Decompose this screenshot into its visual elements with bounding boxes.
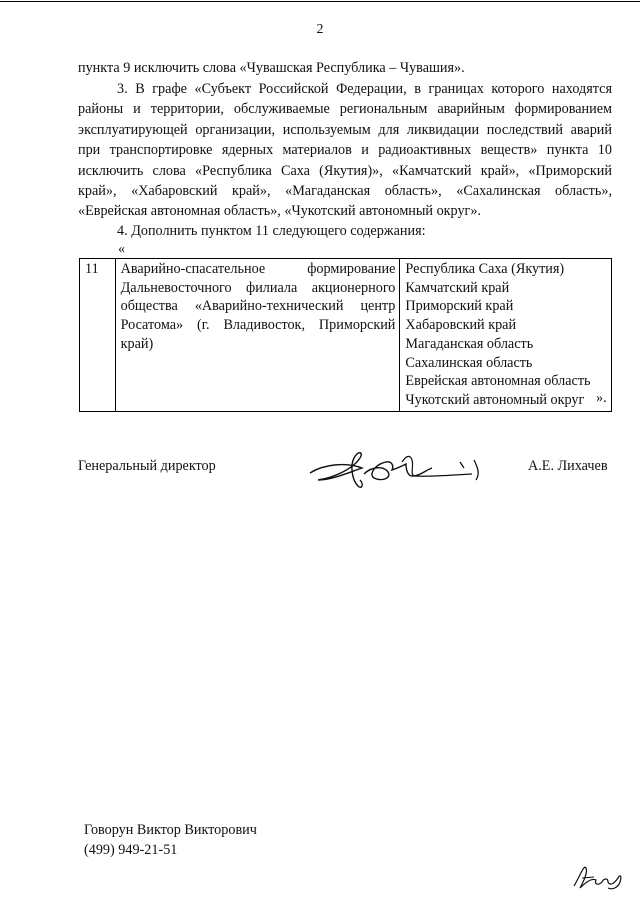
handwritten-initials xyxy=(568,856,628,896)
region-item: Хабаровский край xyxy=(405,317,517,334)
handwritten-signature xyxy=(302,440,492,495)
paragraph-item-4: 4. Дополнить пунктом 11 следующего содержания: xyxy=(117,223,426,239)
top-border-line xyxy=(0,1,640,2)
executor-name: Говорун Виктор Викторович xyxy=(84,822,257,838)
region-item: Сахалинская область xyxy=(405,354,533,371)
region-item: Республика Саха (Якутия) xyxy=(405,261,565,277)
table-close-quote: ». xyxy=(596,390,607,406)
paragraph-item-3: 3. В графе «Субъект Российской Федерации, в границах которого находятся районы и территории, обслуживаемые региональным аварийным формированием эксплуатирующей организации, используемым для ликвидации последствий аварий при транспортировке ядерных материалов и радиоактивных веществ» пункта 10 исключить слова «Республика Саха (Якутия)», «Камчатский край», «Приморский край», «Хабаровский край», «Магаданская область», «Сахалинская область», «Еврейская автономная область», «Чукотский автономный округ». xyxy=(78,81,612,220)
organization-cell: Аварийно-спасательное формирование Дальневосточного филиала акционерного общества «Аварийно-технический центр Росатома» (г. Владивосток, Приморский край) xyxy=(115,259,400,412)
region-item: Приморский край xyxy=(405,298,514,315)
table-row xyxy=(80,259,612,412)
region-item: Чукотский автономный округ xyxy=(405,391,585,408)
inserted-item-table xyxy=(79,258,612,412)
region-item: Еврейская автономная область xyxy=(405,373,591,390)
signatory-title: Генеральный директор xyxy=(78,458,216,474)
region-item: Магаданская область xyxy=(405,335,534,352)
page-number: 2 xyxy=(316,22,324,37)
paragraph-item-2-end: пункта 9 исключить слова «Чувашская Республика – Чувашия». xyxy=(78,60,465,76)
executor-phone: (499) 949-21-51 xyxy=(84,842,178,858)
regions-cell xyxy=(400,259,612,412)
item-number-cell: 11 xyxy=(80,259,116,412)
table-open-quote: « xyxy=(118,241,126,257)
region-item: Камчатский край xyxy=(405,279,510,296)
signatory-name: А.Е. Лихачев xyxy=(528,458,608,474)
